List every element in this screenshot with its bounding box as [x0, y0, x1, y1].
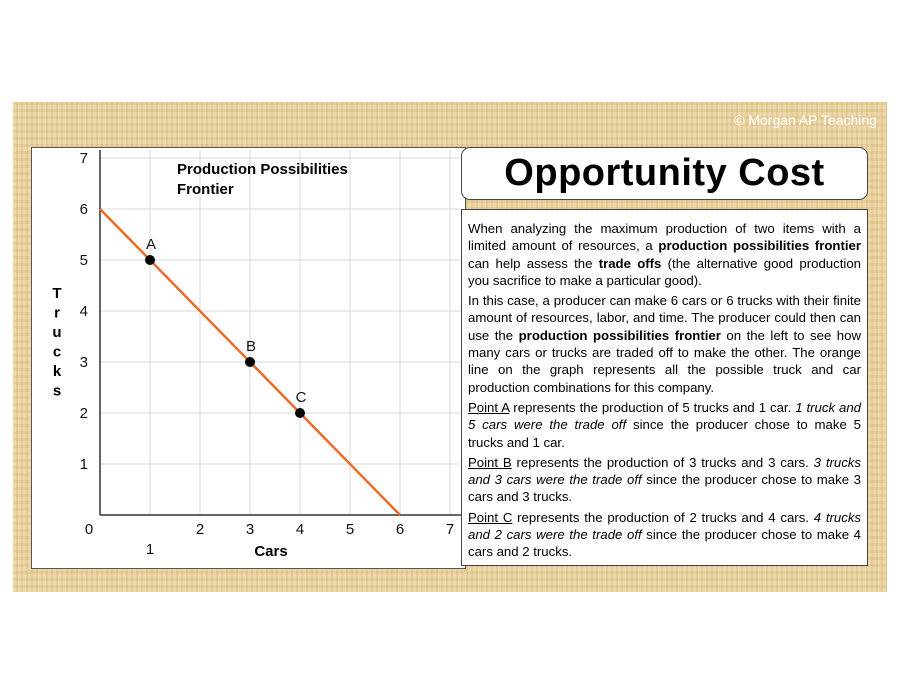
paragraph-case [468, 292, 861, 396]
x-axis-label: Cars [254, 543, 288, 560]
text-run: on the left to see how many cars or trucks are traded off to make the other. The orange line on the graph represents all the possible truck and car production combinations for this company. [468, 327, 861, 395]
slide-background [13, 102, 887, 592]
point-c-label: Point C [468, 509, 513, 525]
ppf-chart-panel [31, 147, 466, 569]
y-tick-label: 2 [79, 405, 88, 422]
text-run: since the producer chose to make 3 cars and 3 trucks. [468, 472, 861, 505]
text-run: In this case, a producer can make 6 cars or 6 trucks with their finite amount of resources, labor, and time. The producer could then can use the [468, 293, 861, 343]
x-tick-label: 4 [295, 521, 305, 538]
x-tick-label: 2 [195, 521, 205, 538]
title-box [461, 147, 868, 200]
text-run: represents the production of 5 trucks and 1 car. [509, 399, 796, 415]
explanation-text-box [461, 209, 868, 566]
paragraph-point-b [468, 454, 861, 506]
point-label-a: A [145, 236, 157, 253]
text-run: since the producer chose to make 5 trucks and 1 car. [468, 417, 861, 450]
bold-term-trade-offs: trade offs [598, 255, 662, 271]
y-tick-label: 7 [79, 150, 88, 167]
text-run: represents the production of 3 trucks and 3 cars. [511, 454, 814, 470]
italic-trade-off: 4 trucks and 2 cars were the trade off [468, 509, 862, 543]
italic-trade-off: 3 trucks and 3 cars were the trade off [468, 454, 861, 488]
y-tick-label: 5 [79, 252, 88, 269]
point-label-c: C [295, 389, 307, 406]
x-tick-label: 1 [145, 541, 155, 558]
text-run: represents the production of 2 trucks and 4 cars. [512, 509, 814, 525]
text-run: can help assess the [468, 255, 599, 271]
bold-term-ppf: production possibilities frontier [518, 327, 721, 343]
slide-title: Opportunity Cost [504, 152, 825, 194]
point-a [145, 255, 155, 265]
bold-term-ppf: production possibilities frontier [658, 238, 861, 254]
chart-axes [100, 150, 465, 515]
point-b [245, 357, 255, 367]
point-label-b: B [245, 338, 257, 355]
text-run: When analyzing the maximum production of two items with a limited amount of resources, a [468, 221, 861, 254]
y-tick-label: 4 [79, 303, 88, 320]
chart-title: Production Possibilities Frontier [177, 161, 348, 198]
y-tick-label: 6 [79, 201, 88, 218]
x-tick-label: 5 [345, 521, 355, 538]
paragraph-intro [468, 220, 861, 289]
italic-trade-off: 1 truck and 5 cars were the trade off [468, 399, 862, 433]
x-tick-label: 3 [245, 521, 255, 538]
copyright-notice: © Morgan AP Teaching [734, 112, 877, 128]
x-tick-label: 0 [84, 521, 94, 538]
y-tick-label: 3 [79, 354, 88, 371]
point-b-label: Point B [468, 454, 512, 470]
y-tick-label: 1 [79, 456, 88, 473]
x-tick-label: 7 [445, 521, 455, 538]
text-run: (the alternative good production you sacrifice to make a particular good). [468, 255, 861, 288]
paragraph-point-a [468, 399, 861, 451]
point-a-label: Point A [468, 399, 510, 415]
text-run: since the producer chose to make 4 cars and 2 trucks. [468, 527, 861, 560]
ppf-chart [32, 148, 465, 568]
x-tick-label: 6 [395, 521, 405, 538]
chart-labels [52, 150, 454, 560]
chart-grid [100, 150, 460, 515]
y-axis-label: T r u c k s [52, 285, 62, 400]
paragraph-point-c [468, 509, 861, 561]
point-c [295, 408, 305, 418]
